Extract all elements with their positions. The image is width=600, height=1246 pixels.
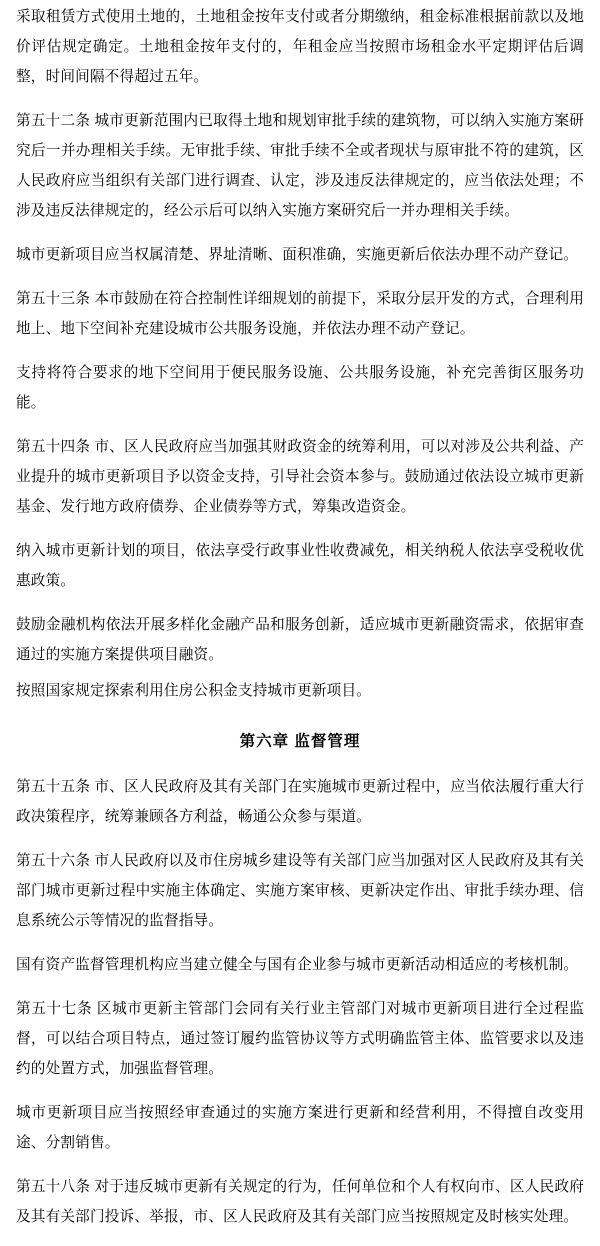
paragraph-article-54: 第五十四条 市、区人民政府应当加强其财政资金的统筹利用，可以对涉及公共利益、产业提升的城市更新项目予以资金支持，引导社会资本参与。鼓励通过依法设立城市更新基金、发行地方政府债券、企业债券等方式，筹集改造资金。 — [16, 439, 584, 515]
paragraph-article-56: 第五十六条 市人民政府以及市住房城乡建设等有关部门应当加强对区人民政府及其有关部门城市更新过程中实施主体确定、实施方案审核、更新决定作出、审批手续办理、信息系统公示等情况的监督指导。 — [16, 853, 584, 929]
paragraph-registration: 城市更新项目应当权属清楚、界址清晰、面积准确，实施更新后依法办理不动产登记。 — [16, 247, 579, 263]
paragraph-article-58: 第五十八条 对于违反城市更新有关规定的行为，任何单位和个人有权向市、区人民政府及其有关部门投诉、举报，市、区人民政府及其有关部门应当按照规定及时核实处理。 — [16, 1179, 584, 1225]
paragraph-article-53: 第五十三条 本市鼓励在符合控制性详细规划的前提下，采取分层开发的方式，合理利用地上、地下空间补充建设城市公共服务设施，并依法办理不动产登记。 — [16, 291, 584, 337]
paragraph-housing-fund: 按照国家规定探索利用住房公积金支持城市更新项目。 — [16, 683, 372, 699]
paragraph-state-assets: 国有资产监督管理机构应当建立健全与国有企业参与城市更新活动相适应的考核机制。 — [16, 957, 579, 973]
paragraph-underground-space: 支持将符合要求的地下空间用于便民服务设施、公共服务设施，补充完善街区服务功能。 — [16, 365, 584, 411]
paragraph-land-lease: 采取租赁方式使用土地的，土地租金按年支付或者分期缴纳，租金标准根据前款以及地价评估规定确定。土地租金按年支付的，年租金应当按照市场租金水平定期评估后调整，时间间隔不得超过五年。 — [16, 9, 584, 85]
paragraph-financial-innovation: 鼓励金融机构依法开展多样化金融产品和服务创新，适应城市更新融资需求，依据审查通过的实施方案提供项目融资。 — [16, 617, 584, 663]
paragraph-article-52: 第五十二条 城市更新范围内已取得土地和规划审批手续的建筑物，可以纳入实施方案研究后一并办理相关手续。无审批手续、审批手续不全或者现状与原审批不符的建筑，区人民政府应当组织有关部门进行调查、认定，涉及违反法律规定的，应当依法处理；不涉及违反法律规定的，经公示后可以纳入实施方案研究后一并办理相关手续。 — [16, 113, 584, 219]
paragraph-tax-benefit: 纳入城市更新计划的项目，依法享受行政事业性收费减免，相关纳税人依法享受税收优惠政策。 — [16, 543, 584, 589]
paragraph-article-57: 第五十七条 区城市更新主管部门会同有关行业主管部门对城市更新项目进行全过程监督，可以结合项目特点，通过签订履约监管协议等方式明确监管主体、监管要求以及违约的处置方式，加强监督管理。 — [16, 1001, 584, 1077]
paragraph-article-55: 第五十五条 市、区人民政府及其有关部门在实施城市更新过程中，应当依法履行重大行政决策程序，统筹兼顾各方利益，畅通公众参与渠道。 — [16, 779, 584, 825]
chapter-heading: 第六章 监督管理 — [239, 733, 361, 750]
paragraph-no-use-change: 城市更新项目应当按照经审查通过的实施方案进行更新和经营利用，不得擅自改变用途、分割销售。 — [16, 1105, 584, 1151]
